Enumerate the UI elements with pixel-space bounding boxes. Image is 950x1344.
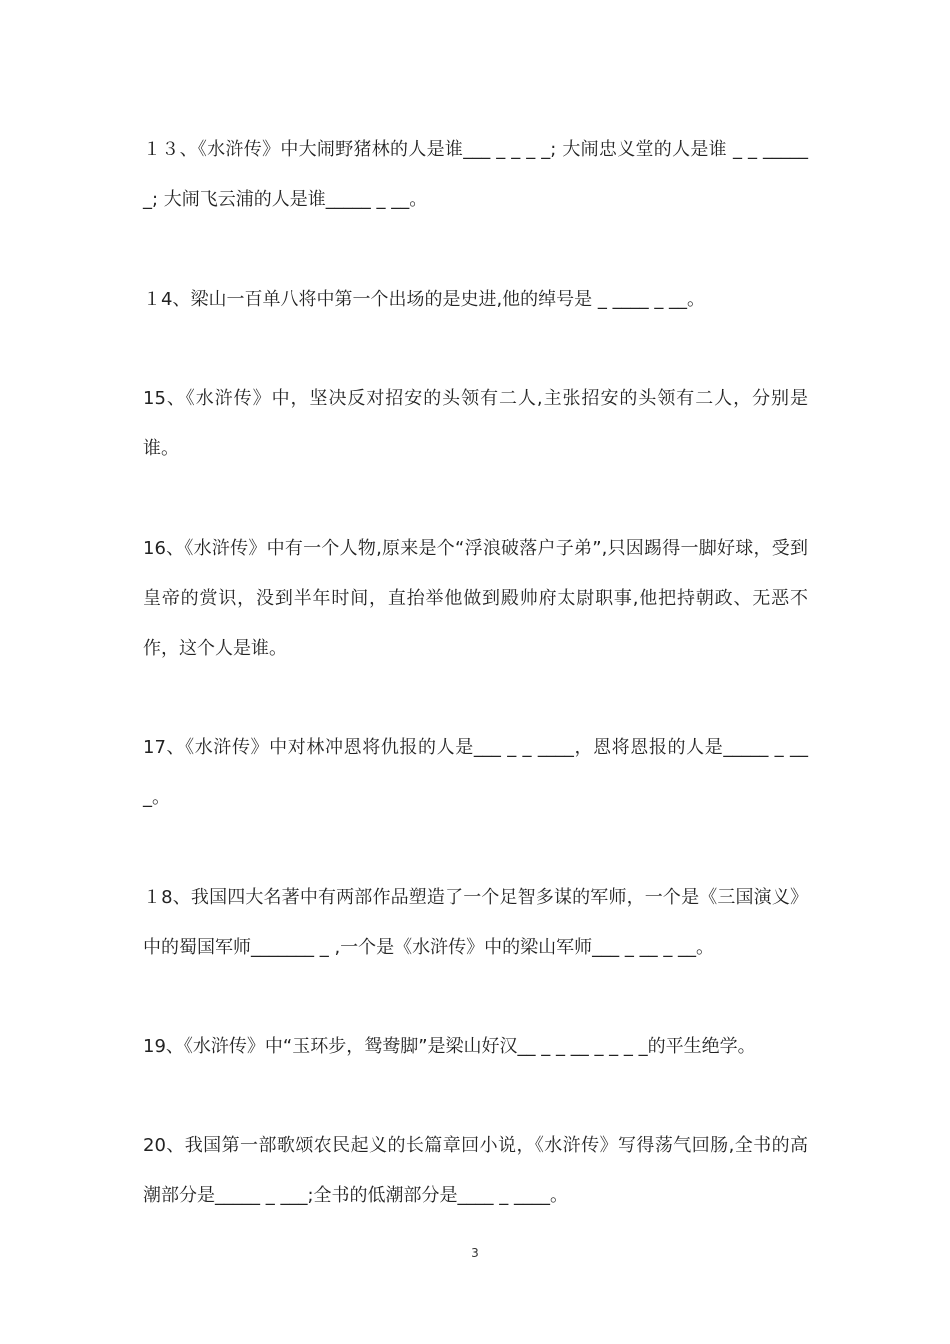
page-number: 3: [471, 1246, 479, 1260]
question-20: 20、我国第一部歌颂农民起义的长篇章回小说，《水浒传》写得荡气回肠,全书的高潮部分是_____ _ ___;全书的低潮部分是____ _ ____。: [143, 1135, 808, 1206]
question-18: １8、我国四大名著中有两部作品塑造了一个足智多谋的军师，一个是《三国演义》中的蜀国军师_______ _ ,一个是《水浒传》中的梁山军师___ _ __ _ __。: [143, 887, 808, 958]
question-13: １３、《水浒传》中大闹野猪林的人是谁___ _ _ _ _; 大闹忠义堂的人是谁 _ _ ______; 大闹飞云浦的人是谁_____ _ __。: [143, 139, 808, 210]
question-16: 16、《水浒传》中有一个人物,原来是个“浮浪破落户子弟”,只因踢得一脚好球，受到皇帝的赏识，没到半年时间，直抬举他做到殿帅府太尉职事,他把持朝政、无恶不作，这个人是谁。: [143, 538, 808, 659]
question-17: 17、《水浒传》中对林冲恩将仇报的人是___ _ _ ____，恩将恩报的人是_____ _ ___。: [143, 737, 808, 808]
question-15: 15、《水浒传》中，坚决反对招安的头领有二人,主张招安的头领有二人，分别是谁。: [143, 388, 808, 459]
question-19: 19、《水浒传》中“玉环步，鸳鸯脚”是梁山好汉__ _ _ __ _ _ _ _的平生绝学。: [143, 1036, 756, 1057]
question-14: １4、梁山一百单八将中第一个出场的是史进,他的绰号是 _ ____ _ __。: [143, 289, 706, 310]
